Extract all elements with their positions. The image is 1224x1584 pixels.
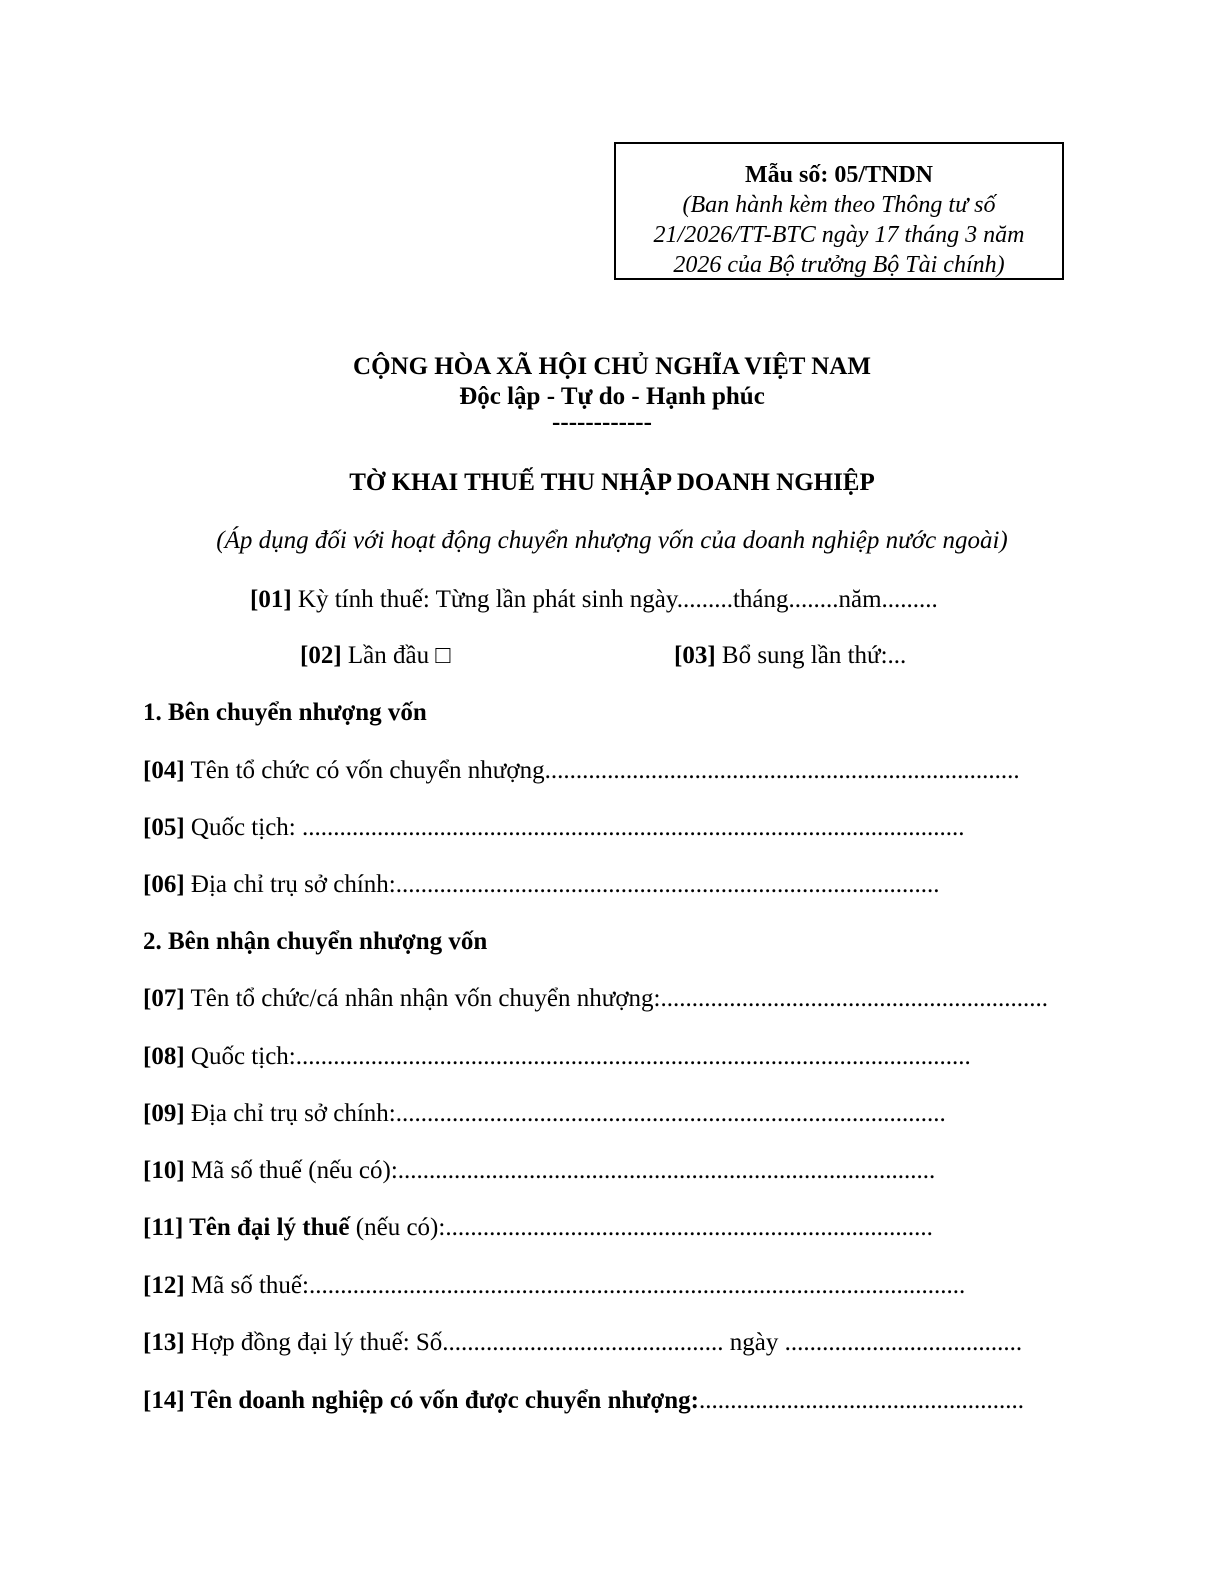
field-code: [07]: [143, 985, 185, 1012]
field-text: Địa chỉ trụ sở chính:.......................................................................................: [184, 871, 940, 898]
issued-note-line-3: 2026 của Bộ trưởng Bộ Tài chính): [673, 252, 1005, 278]
field-code: [10]: [143, 1157, 185, 1184]
field-text: Hợp đồng đại lý thuế: Số............................................. ngày ......................................: [184, 1329, 1023, 1356]
field-code: [14] Tên doanh nghiệp có vốn được chuyển nhượng:: [143, 1387, 699, 1414]
issued-note-line-1: (Ban hành kèm theo Thông tư số: [682, 192, 996, 218]
field-text: ....................................................: [698, 1387, 1024, 1414]
document-title: TỜ KHAI THUẾ THU NHẬP DOANH NGHIỆP: [349, 469, 875, 496]
document-subtitle: (Áp dụng đối với hoạt động chuyển nhượng vốn của doanh nghiệp nước ngoài): [216, 527, 1008, 554]
field-text: (nếu có):..............................................................................: [349, 1214, 933, 1241]
field-11-tax-agent-name: [143, 1213, 933, 1243]
field-04-transferor-name: [143, 756, 1020, 786]
field-12-agent-tax-code: [143, 1271, 965, 1301]
section-2-heading: 2. Bên nhận chuyển nhượng vốn: [143, 928, 488, 955]
nation-heading: CỘNG HÒA XÃ HỘI CHỦ NGHĨA VIỆT NAM: [353, 353, 871, 380]
field-text: Tên tổ chức có vốn chuyển nhượng............................................................................: [184, 757, 1020, 784]
field-08-nationality: [143, 1042, 971, 1072]
field-code: [05]: [143, 814, 185, 841]
field-text: Quốc tịch: ..........................................................................................................: [184, 814, 965, 841]
field-text: Tên tổ chức/cá nhân nhận vốn chuyển nhượng:..............................................................: [184, 985, 1048, 1012]
field-code: [02]: [300, 642, 342, 669]
field-02-first-time: [300, 641, 450, 671]
field-text: Địa chỉ trụ sở chính:........................................................................................: [184, 1100, 946, 1127]
section-1-heading: 1. Bên chuyển nhượng vốn: [143, 699, 427, 726]
field-05-nationality: [143, 813, 965, 843]
motto: Độc lập - Tự do - Hạnh phúc: [459, 383, 765, 410]
field-code: [13]: [143, 1329, 185, 1356]
field-code: [09]: [143, 1100, 185, 1127]
form-number-box: [614, 142, 1064, 280]
field-code: [11] Tên đại lý thuế: [143, 1214, 350, 1241]
issued-note-line-2: 21/2026/TT-BTC ngày 17 tháng 3 năm: [653, 222, 1025, 248]
field-code: [08]: [143, 1043, 185, 1070]
field-code: [06]: [143, 871, 185, 898]
field-14-enterprise-name: [143, 1386, 1024, 1416]
field-code: [03]: [674, 642, 716, 669]
field-03-supplement: [674, 641, 906, 671]
field-text: Mã số thuế:.........................................................................................................: [184, 1272, 966, 1299]
field-07-transferee-name: [143, 984, 1048, 1014]
form-code: Mẫu số: 05/TNDN: [744, 162, 933, 188]
field-code: [12]: [143, 1272, 185, 1299]
field-code: [01]: [250, 586, 292, 613]
field-09-head-office: [143, 1099, 946, 1129]
field-06-head-office: [143, 870, 940, 900]
field-10-tax-code: [143, 1156, 935, 1186]
field-text: Lần đầu □: [341, 642, 451, 669]
field-code: [04]: [143, 757, 185, 784]
field-text: Mã số thuế (nếu có):......................................................................................: [184, 1157, 936, 1184]
header-separator: ------------: [552, 409, 652, 436]
field-01-tax-period: [250, 585, 938, 615]
field-text: Kỳ tính thuế: Từng lần phát sinh ngày.........tháng........năm.........: [291, 586, 938, 613]
field-text: Quốc tịch:............................................................................................................: [184, 1043, 971, 1070]
field-13-agent-contract: [143, 1328, 1022, 1358]
field-text: Bổ sung lần thứ:...: [715, 642, 907, 669]
